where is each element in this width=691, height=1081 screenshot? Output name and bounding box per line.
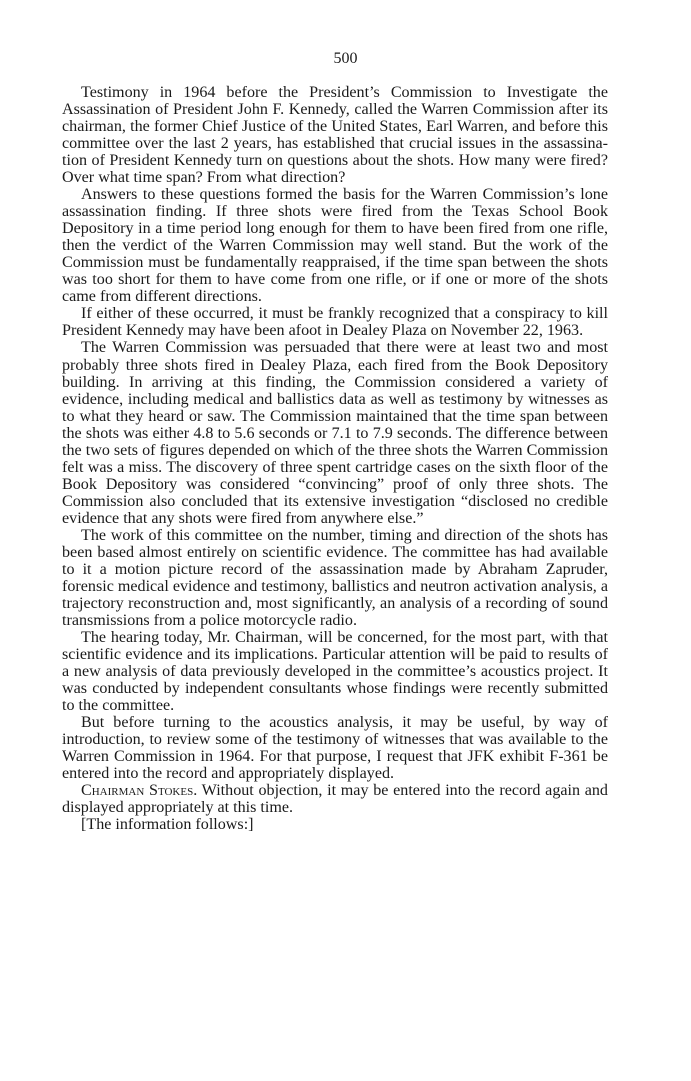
paragraph-answers: Answers to these questions formed the basis for the Warren Commission’s lone assassination finding. If three shots were fired from the Texas School Book Depository in a time period long enough for them to have been fired from one rifle, then the verdict of the Warren Commission may well stand. But the work of the Commission must be fundamentally reappraised, if the time span between the shots was too short for them to have come from one rifle, or if one or more of the shots came from different directions. bbox=[62, 186, 608, 306]
paragraph-hearing-today: The hearing today, Mr. Chairman, will be concerned, for the most part, with that scientific evidence and its implications. Particular attention will be paid to results of a new analysis of data previously developed in the committee’s acoustics project. It was conducted by independent consultants whose findings were recently submitted to the committee. bbox=[62, 629, 608, 715]
speaker-name: Chairman Stokes. bbox=[81, 782, 198, 800]
paragraph-exhibit-request: But before turning to the acoustics analysis, it may be useful, by way of introduction, to review some of the testimony of witnesses that was available to the Warren Commission in 1964. For that purpose, I request that JFK exhibit F-361 be entered into the record and appropriately displayed. bbox=[62, 714, 608, 783]
document-body bbox=[62, 84, 608, 833]
paragraph-warren-commission: The Warren Commission was persuaded that there were at least two and most probably three shots fired in Dealey Plaza, each fired from the Book Depository building. In arriving at this finding, the Commission considered a variety of evidence, including medical and ballistics data as well as testimony by witnesses as to what they heard or saw. The Commission maintained that the time span between the shots was either 4.8 to 5.6 seconds or 7.1 to 7.9 seconds. The difference between the two sets of figures depended on which of the three shots the Warren Commission felt was a miss. The discovery of three spent cartridge cases on the sixth floor of the Book Depository was considered “convincing” proof of only three shots. The Commission also concluded that its extensive investigation “disclosed no credible evidence that any shots were fired from anywhere else.” bbox=[62, 339, 608, 527]
paragraph-conspiracy: If either of these occurred, it must be frankly recognized that a conspiracy to kill President Kennedy may have been afoot in Dealey Plaza on November 22, 1963. bbox=[62, 305, 608, 340]
bracket-note: [The information follows:] bbox=[81, 816, 254, 834]
paragraph-committee-work: The work of this committee on the number, timing and direction of the shots has been based almost entirely on scientific evidence. The committee has had available to it a motion picture record of the assassination made by Abraham Zapruder, forensic medical evidence and testimony, ballistics and neutron activation analysis, a trajectory reconstruction and, most significantly, an analysis of a recording of sound transmissions from a police motorcycle radio. bbox=[62, 526, 608, 629]
paragraph-chairman-statement bbox=[62, 782, 608, 816]
page-number: 500 bbox=[333, 50, 358, 67]
paragraph-intro: Testimony in 1964 before the President’s Commission to Investigate the Assassination of President John F. Kennedy, called the Warren Commission after its chairman, the former Chief Justice of the United States, Earl Warren, and before this committee over the last 2 years, has established that crucial issues in the assassination of President Kennedy turn on questions about the shots. How many were fired? Over what time span? From what direction? bbox=[62, 84, 608, 187]
chairman-statement-text: Without objection, it may be entered into the record again and displayed appropriately at this time. bbox=[62, 782, 608, 817]
